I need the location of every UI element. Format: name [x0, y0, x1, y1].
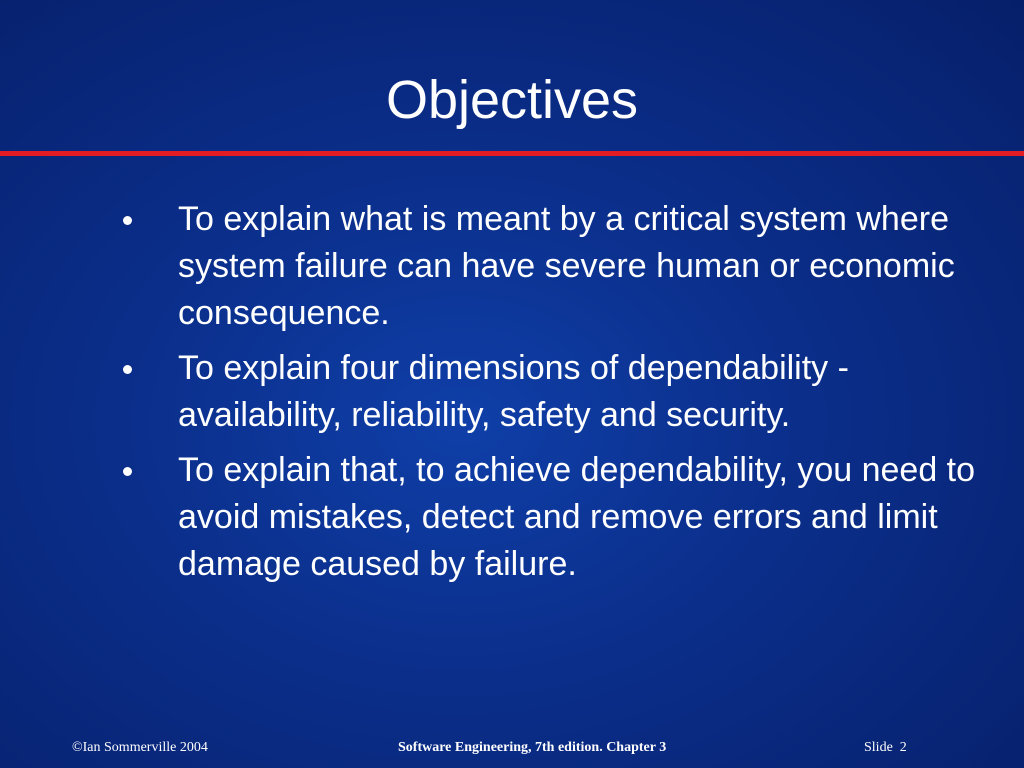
slide-footer [0, 738, 1024, 760]
footer-slide-number: Slide 2 [864, 740, 907, 755]
bullet-text: To explain that, to achieve dependability, you need to avoid mistakes, detect and remove errors and limit damage caused by failure. [178, 451, 976, 583]
bullet-item [118, 196, 998, 337]
bullet-dot-icon [123, 467, 132, 476]
bullet-text: To explain what is meant by a critical system where system failure can have severe human or economic consequence. [178, 200, 955, 332]
footer-book-title: Software Engineering, 7th edition. Chapter 3 [398, 740, 667, 755]
bullet-dot-icon [123, 365, 132, 374]
footer-copyright: ©Ian Sommerville 2004 [72, 740, 208, 755]
bullet-item [118, 447, 998, 588]
bullet-text: To explain four dimensions of dependability - availability, reliability, safety and security. [178, 349, 849, 434]
bullet-dot-icon [123, 216, 132, 225]
bullet-list [118, 196, 998, 596]
slide-title: Objectives [385, 70, 639, 130]
bullet-item [118, 345, 998, 439]
title-divider [0, 151, 1024, 156]
